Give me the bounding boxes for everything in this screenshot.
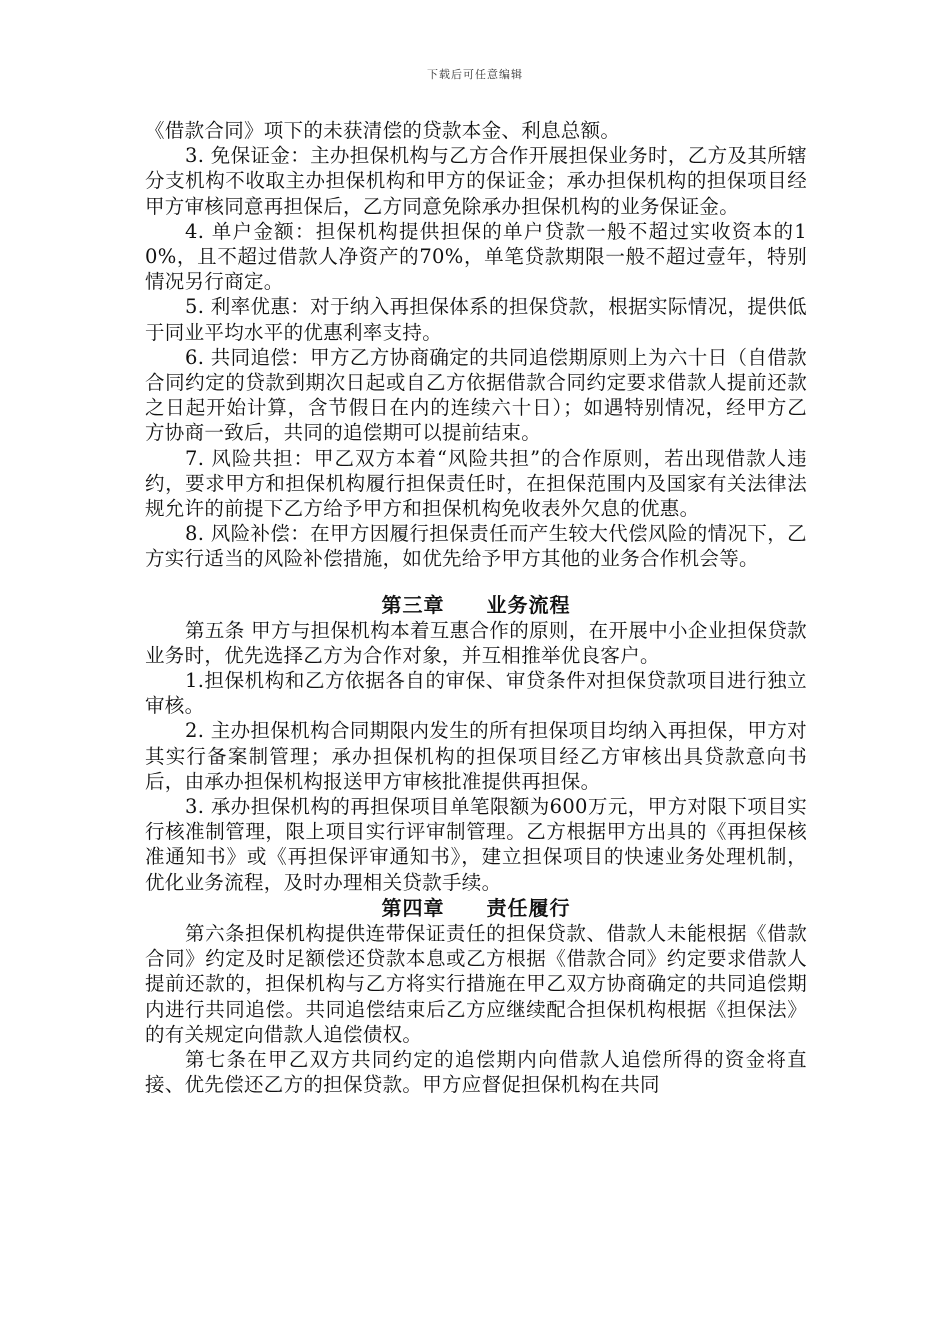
paragraph-item-5: 5. 利率优惠：对于纳入再担保体系的担保贷款，根据实际情况，提供低于同业平均水平的优惠利率支持。 — [145, 295, 807, 344]
paragraph-continuation: 《借款合同》项下的未获清偿的贷款本金、利息总额。 — [145, 119, 621, 142]
chapter-4-heading: 第四章 责任履行 — [381, 895, 571, 920]
chapter-3-section — [145, 592, 807, 895]
chapter-3-item-1: 1.担保机构和乙方依据各自的审保、审贷条件对担保贷款项目进行独立审核。 — [145, 669, 807, 718]
document-page — [145, 118, 807, 1097]
paragraph-item-3: 3. 免保证金：主办担保机构与乙方合作开展担保业务时，乙方及其所辖分支机构不收取主办担保机构和甲方的保证金；承办担保机构的担保项目经甲方审核同意再担保后，乙方同意免除承办担保机构的业务保证金。 — [145, 144, 807, 218]
chapter-3-heading: 第三章 业务流程 — [381, 592, 571, 617]
paragraph-item-8: 8. 风险补偿：在甲方因履行担保责任而产生较大代偿风险的情况下，乙方实行适当的风险补偿措施，如优先给予甲方其他的业务合作机会等。 — [145, 522, 807, 571]
chapter-3-item-3: 3. 承办担保机构的再担保项目单笔限额为600万元，甲方对限下项目实行核准制管理，限上项目实行评审制管理。乙方根据甲方出具的《再担保核准通知书》或《再担保评审通知书》，建立担保项目的快速业务处理机制，优化业务流程，及时办理相关贷款手续。 — [145, 795, 807, 894]
header-note: 下载后可任意编辑 — [427, 68, 523, 81]
paragraph-item-4: 4. 单户金额：担保机构提供担保的单户贷款一般不超过实收资本的10%，且不超过借款人净资产的70%，单笔贷款期限一般不超过壹年，特别情况另行商定。 — [145, 219, 807, 294]
top-section — [145, 118, 807, 572]
chapter-4-section — [145, 895, 807, 1097]
article-5-paragraph: 第五条 甲方与担保机构本着互惠合作的原则，在开展中小企业担保贷款业务时，优先选择乙方为合作对象，并互相推举优良客户。 — [145, 618, 807, 667]
chapter-3-item-2: 2. 主办担保机构合同期限内发生的所有担保项目均纳入再担保，甲方对其实行备案制管理；承办担保机构的担保项目经乙方审核出具贷款意向书后，由承办担保机构报送甲方审核批准提供再担保。 — [145, 719, 807, 793]
paragraph-item-6: 6. 共同追偿：甲方乙方协商确定的共同追偿期原则上为六十日（自借款合同约定的贷款到期次日起或自乙方依据借款合同约定要求借款人提前还款之日起开始计算，含节假日在内的连续六十日）；如遇特别情况，经甲方乙方协商一致后，共同的追偿期可以提前结束。 — [145, 345, 807, 445]
section-gap — [145, 572, 807, 592]
article-7-paragraph: 第七条在甲乙双方共同约定的追偿期内向借款人追偿所得的资金将直接、优先偿还乙方的担保贷款。甲方应督促担保机构在共同 — [145, 1047, 807, 1097]
article-6-paragraph: 第六条担保机构提供连带保证责任的担保贷款、借款人未能根据《借款合同》约定及时足额偿还贷款本息或乙方根据《借款合同》约定要求借款人提前还款的，担保机构与乙方将实行措施在甲乙双方协商确定的共同追偿期内进行共同追偿。共同追偿结束后乙方应继续配合担保机构根据《担保法》的有关规定向借款人追偿债权。 — [145, 921, 807, 1046]
paragraph-item-7: 7. 风险共担：甲乙双方本着“风险共担”的合作原则，若出现借款人违约，要求甲方和担保机构履行担保责任时，在担保范围内及国家有关法律法规允许的前提下乙方给予甲方和担保机构免收表外欠息的优惠。 — [145, 446, 807, 521]
